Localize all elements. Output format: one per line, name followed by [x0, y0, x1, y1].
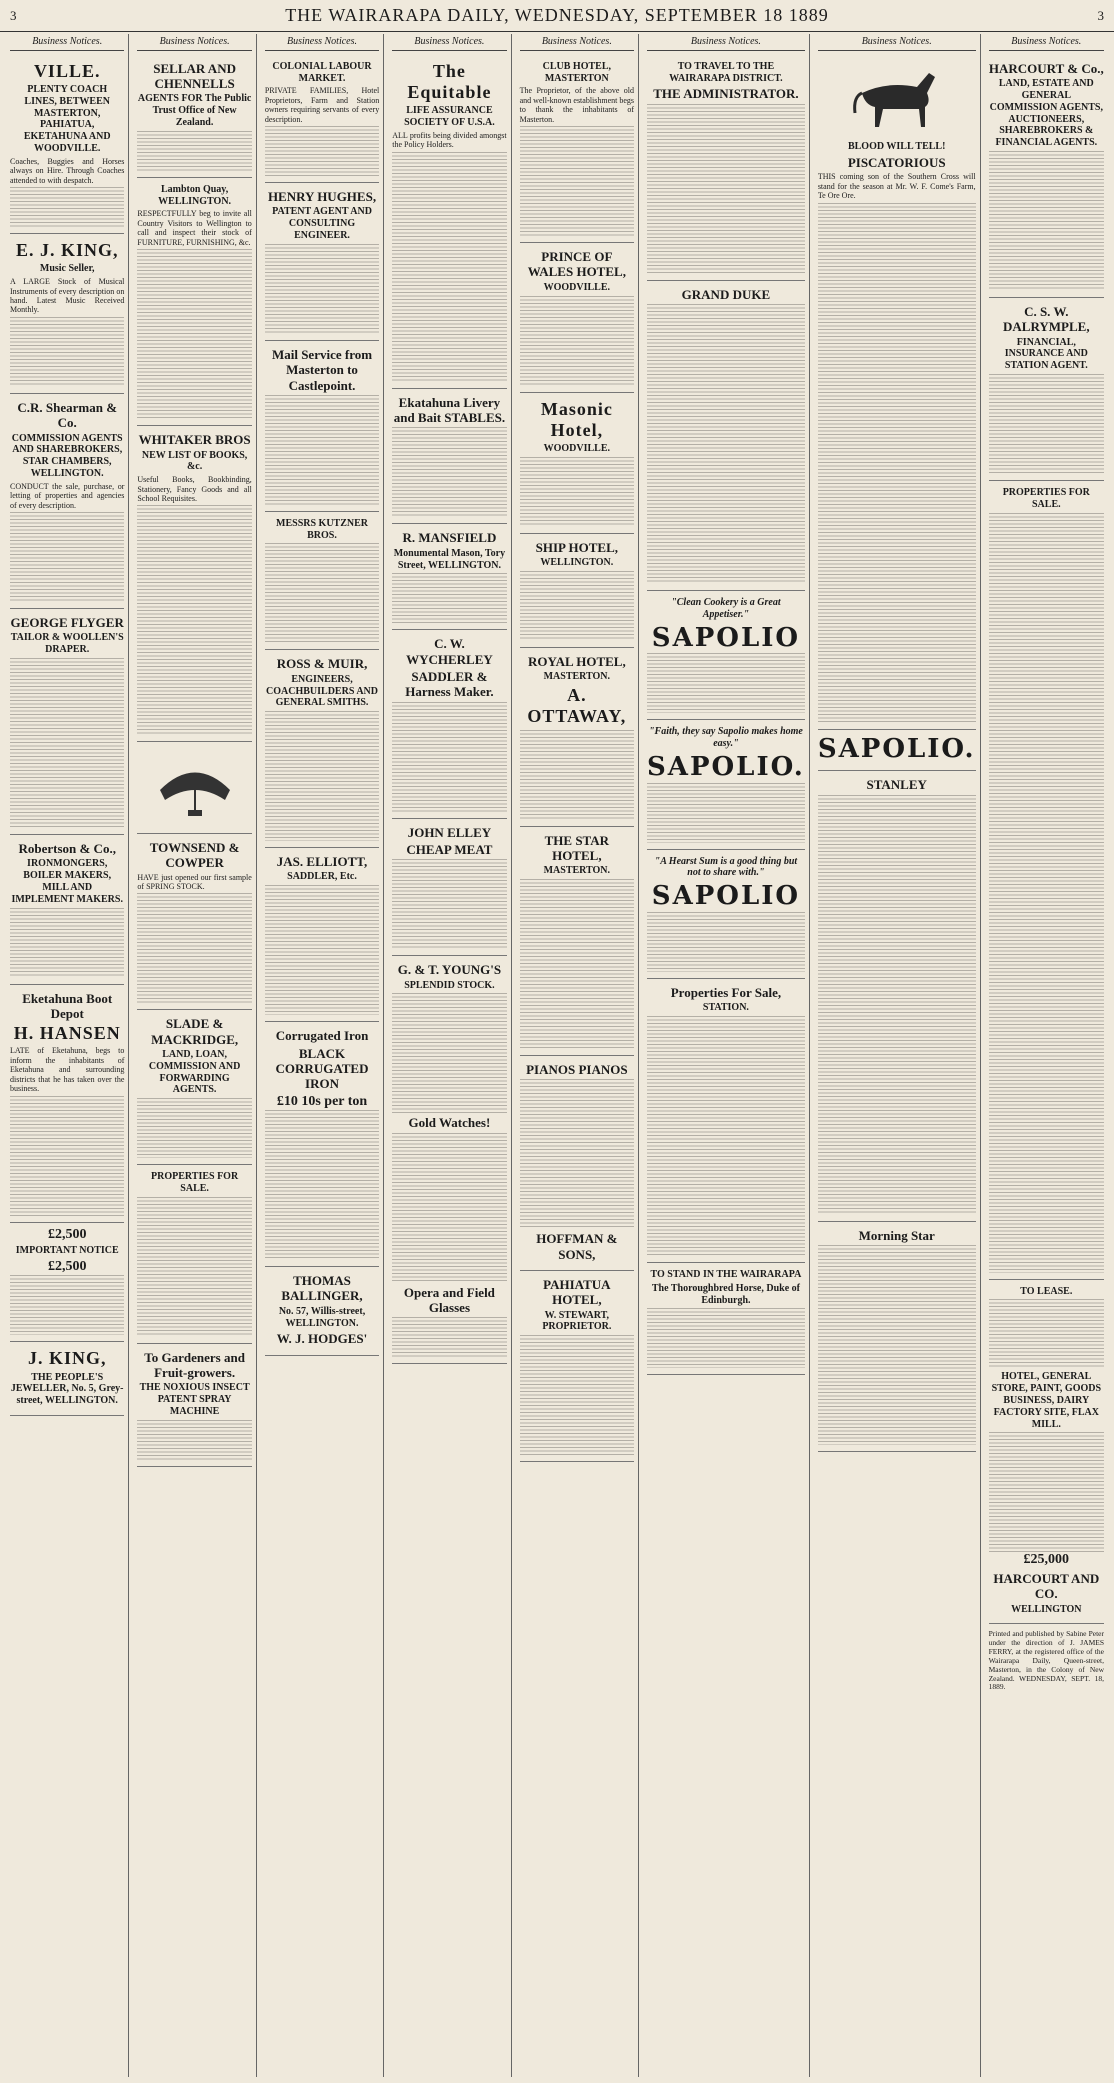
- advert-hughes: [265, 183, 379, 341]
- advert-text-block: [265, 711, 379, 841]
- advert-price: £2,500: [47, 1226, 87, 1242]
- advert-heading: GRAND DUKE: [681, 286, 771, 302]
- advert-text-block: [265, 1110, 379, 1260]
- advert-heading: Masonic Hotel,: [540, 398, 613, 440]
- advert-heading: VILLE.: [33, 60, 101, 81]
- advert-subheading: WOODVILLE.: [543, 443, 611, 455]
- advert-heading-2: BLACK CORRUGATED IRON: [275, 1045, 369, 1092]
- column-header: Business Notices.: [137, 36, 251, 51]
- advert-heading: JOHN ELLEY: [407, 824, 492, 840]
- advert-heading: Robertson & Co.,: [18, 840, 116, 856]
- advert-boot-depot: [10, 985, 124, 1223]
- advert-heading: J. KING,: [27, 1348, 107, 1369]
- advert-sapolio-1: [647, 591, 805, 720]
- advert-heading: BLOOD WILL TELL!: [847, 141, 946, 153]
- column-header: Business Notices.: [647, 36, 805, 51]
- advert-heading: TO STAND IN THE WAIRARAPA: [650, 1268, 802, 1280]
- advert-heading: Mail Service from Masterton to Castlepoint.: [271, 346, 373, 393]
- advert-text-block: [10, 512, 124, 602]
- advert-heading-name: H. HANSEN: [13, 1023, 121, 1044]
- advert-subheading: PATENT AGENT AND CONSULTING ENGINEER.: [272, 206, 372, 242]
- advert-body: CONDUCT the sale, purchase, or letting of properties and agencies of every description.: [10, 481, 125, 510]
- advert-subheading: MASTERTON.: [543, 865, 611, 877]
- column-8: [985, 34, 1108, 2077]
- advert-piscatorious: [818, 55, 976, 730]
- column-header: Business Notices.: [520, 36, 634, 51]
- column-header: Business Notices.: [265, 36, 379, 51]
- advert-subheading: PLENTY COACH LINES, BETWEEN MASTERTON, PAHIATUA, EKETAHUNA AND WOODVILLE.: [23, 84, 111, 155]
- advert-heading: TO TRAVEL TO THE WAIRARAPA DISTRICT.: [669, 60, 783, 84]
- advert-text-block: [989, 374, 1104, 474]
- advert-text-block: [265, 395, 379, 505]
- advert-heading: THOMAS BALLINGER,: [281, 1273, 363, 1304]
- advert-heading: E. J. KING,: [15, 240, 119, 261]
- advert-ship-hotel: [520, 534, 634, 648]
- advert-text-block: [10, 187, 124, 227]
- advert-heading: MESSRS KUTZNER BROS.: [276, 517, 368, 541]
- advert-text-block: [647, 1016, 805, 1256]
- advert-coach-lines: [10, 55, 124, 234]
- advert-jeweller: [10, 1342, 124, 1416]
- advert-text-block: [647, 1308, 805, 1368]
- advert-text-block: [520, 126, 634, 236]
- advert-music-seller: [10, 234, 124, 394]
- advert-subheading: SPLENDID STOCK.: [404, 979, 495, 991]
- advert-heading: HARCOURT & Co.,: [988, 60, 1104, 76]
- advert-livery-stables: [392, 389, 506, 525]
- advert-masonic: [520, 393, 634, 534]
- publisher-imprint: Printed and published by Sabine Peter under the direction of J. JAMES FERRY, at the registered office of the Wairarapa Daily, Queen-street, Masterton, in the Colony of New Zealand. WEDNESDAY, SEPT. 18, 1889.: [988, 1629, 1104, 1692]
- advert-text-block: [647, 783, 805, 843]
- advert-subheading: TAILOR & WOOLLEN'S DRAPER.: [10, 632, 124, 656]
- advert-equitable: [392, 55, 506, 389]
- advert-properties-sale: [989, 481, 1104, 1280]
- advert-elley: [392, 819, 506, 957]
- advert-subheading: No. 57, Willis-street, WELLINGTON.: [278, 1305, 366, 1329]
- advert-heading-watches: Gold Watches!: [408, 1115, 491, 1131]
- advert-text-block: [989, 151, 1104, 291]
- advert-subheading: LAND, ESTATE AND GENERAL COMMISSION AGENTS, AUCTIONEERS, SHAREBROKERS & FINANCIAL AGENTS.: [989, 78, 1103, 149]
- advert-prince-of-wales: [520, 243, 634, 392]
- horse-illustration: [847, 63, 947, 133]
- advert-text-block: [989, 1299, 1104, 1369]
- advert-text-block: [265, 885, 379, 1015]
- advert-body: ALL profits being divided amongst the Policy Holders.: [392, 130, 507, 150]
- column-6: [643, 34, 810, 2077]
- newspaper-title: THE WAIRARAPA DAILY, WEDNESDAY, SEPTEMBER 18 1889: [285, 5, 829, 25]
- advert-subheading: IRONMONGERS, BOILER MAKERS, MILL AND IMPLEMENT MAKERS.: [11, 858, 123, 905]
- advert-heading-hodges: W. J. HODGES': [276, 1331, 368, 1347]
- advert-text-block: [265, 244, 379, 334]
- advert-heading: R. MANSFIELD: [402, 530, 497, 546]
- advert-heading: Morning Star: [858, 1227, 935, 1243]
- sapolio-title: SAPOLIO.: [817, 733, 976, 764]
- advert-text-block: [647, 912, 805, 972]
- column-3: [261, 34, 384, 2077]
- advert-heading: SLADE & MACKRIDGE,: [151, 1016, 239, 1047]
- page-number: 3: [10, 7, 17, 23]
- advert-to-lease: [989, 1280, 1104, 1625]
- advert-subheading: AGENTS FOR The Public Trust Office of New Zealand.: [137, 93, 252, 129]
- advert-text-block: [265, 126, 379, 176]
- advert-subheading: Music Seller,: [39, 263, 95, 275]
- advert-heading: SELLAR AND CHENNELLS: [153, 60, 236, 92]
- advert-price: £25,000: [1023, 1552, 1070, 1568]
- advert-heading: C. W. WYCHERLEY: [406, 636, 493, 667]
- advert-subheading: SADDLER, Etc.: [287, 871, 357, 883]
- advert-heading: ROSS & MUIR,: [276, 656, 368, 672]
- advert-stanley: [818, 771, 976, 1221]
- advert-quote: "Clean Cookery is a Great Appetiser.": [671, 597, 781, 620]
- advert-whitaker: [137, 426, 251, 742]
- advert-hotel-store: HOTEL, GENERAL STORE, PAINT, GOODS BUSINESS, DAIRY FACTORY SITE, FLAX MILL.: [991, 1371, 1102, 1430]
- advert-subheading: PISCATORIOUS: [847, 155, 946, 171]
- advert-footer-town: WELLINGTON: [1011, 1603, 1082, 1615]
- advert-body: RESPECTFULLY beg to invite all Country Visitors to Wellington to call and inspect their stock of FURNITURE, FURNISHING, &c.: [137, 209, 252, 247]
- advert-pahiatua-hotel: [520, 1271, 634, 1462]
- masthead: [0, 0, 1114, 32]
- advert-heading-glasses: Opera and Field Glasses: [403, 1284, 495, 1316]
- advert-text-block: [137, 1420, 251, 1460]
- advert-subheading: THE PEOPLE'S JEWELLER, No. 5, Grey-street, WELLINGTON.: [10, 1371, 124, 1407]
- advert-heading: WHITAKER BROS: [138, 432, 251, 448]
- advert-heading: Lambton Quay, WELLINGTON.: [158, 183, 232, 207]
- advert-text-block: [10, 658, 124, 828]
- page-columns: [6, 34, 1108, 2077]
- advert-subheading: LAND, LOAN, COMMISSION AND FORWARDING AGENTS.: [148, 1049, 241, 1096]
- advert-flyger: [10, 609, 124, 835]
- advert-subheading: ENGINEERS, COACHBUILDERS AND GENERAL SMITHS.: [266, 673, 378, 709]
- advert-text-block: [647, 304, 805, 584]
- sapolio-title: SAPOLIO: [651, 881, 801, 912]
- advert-price: £10 10s per ton: [276, 1093, 368, 1109]
- advert-sapolio-3: [647, 850, 805, 979]
- advert-subheading: CHEAP MEAT: [406, 841, 493, 857]
- advert-subheading: FINANCIAL, INSURANCE AND STATION AGENT.: [1004, 336, 1088, 372]
- advert-club-hotel: [520, 55, 634, 243]
- advert-heading: ROYAL HOTEL,: [527, 653, 626, 669]
- advert-text-block: [10, 908, 124, 978]
- advert-text-block: [392, 152, 506, 382]
- advert-text-block: [520, 296, 634, 386]
- advert-quote: "A Hearst Sum is a good thing but not to share with.": [654, 855, 798, 879]
- advert-heading: C.R. Shearman & Co.: [17, 399, 118, 431]
- advert-mansfield: [392, 524, 506, 630]
- column-1: [6, 34, 129, 2077]
- advert-text-block: [392, 859, 506, 949]
- advert-subheading: WELLINGTON.: [540, 557, 614, 569]
- column-header: Business Notices.: [10, 36, 124, 51]
- advert-heading: Eketahuna Boot Depot: [22, 990, 113, 1021]
- advert-heading: TOWNSEND & COWPER: [149, 839, 240, 871]
- advert-subheading: THE ADMINISTRATOR.: [653, 86, 799, 102]
- column-2: [133, 34, 256, 2077]
- advert-text-block: [989, 513, 1104, 1273]
- advert-body: Useful Books, Bookbinding, Stationery, Fancy Goods and all School Requisites.: [137, 475, 252, 503]
- advert-heading: SHIP HOTEL,: [535, 539, 619, 555]
- advert-text-block: [392, 702, 506, 812]
- advert-saddle-image: [137, 742, 251, 833]
- advert-body: A LARGE Stock of Musical Instruments of every description on hand. Latest Music Received Monthly.: [10, 277, 125, 315]
- advert-sapolio-4: [818, 730, 976, 772]
- advert-subheading: THE NOXIOUS INSECT PATENT SPRAY MACHINE: [139, 1382, 250, 1418]
- advert-text-block: [392, 427, 506, 517]
- advert-text-block: [520, 1335, 634, 1455]
- advert-quote: "Faith, they say Sapolio makes home easy.": [648, 726, 803, 750]
- advert-body: LATE of Eketahuna, begs to inform the inhabitants of Eketahuna and surrounding districts that he has taken over the business.: [10, 1046, 125, 1094]
- advert-heading: TO LEASE.: [1020, 1285, 1073, 1297]
- advert-heading: C. S. W. DALRYMPLE,: [1003, 303, 1090, 335]
- advert-shearman: [10, 394, 124, 609]
- advert-heading: THE STAR HOTEL,: [544, 832, 610, 863]
- advert-heading: G. & T. YOUNG'S: [397, 962, 502, 978]
- advert-mail-service: [265, 341, 379, 512]
- advert-heading: PROPERTIES FOR SALE.: [1002, 486, 1090, 510]
- advert-slade: [137, 1010, 251, 1165]
- advert-text-block-2: [989, 1432, 1104, 1552]
- advert-heading: PRINCE OF WALES HOTEL,: [527, 249, 626, 280]
- advert-heading: PIANOS PIANOS: [526, 1062, 628, 1078]
- advert-heading-hoffman: HOFFMAN & SONS,: [536, 1231, 618, 1262]
- advert-subheading: NEW LIST OF BOOKS, &c.: [141, 449, 248, 473]
- advert-corrugated-iron: [265, 1022, 379, 1267]
- advert-young: [392, 956, 506, 1364]
- advert-station-sale: [647, 979, 805, 1263]
- advert-heading: Properties For Sale,: [670, 984, 782, 1000]
- advert-text-block: [137, 131, 251, 171]
- advert-important-notice: [10, 1223, 124, 1343]
- advert-heading: STANLEY: [866, 777, 927, 793]
- advert-morning-star: [818, 1222, 976, 1452]
- advert-subheading: SADDLER & Harness Maker.: [405, 668, 494, 700]
- column-4: [388, 34, 511, 2077]
- sapolio-title: SAPOLIO.: [647, 751, 805, 782]
- advert-subheading: WOODVILLE.: [543, 281, 611, 293]
- advert-ross-muir: [265, 650, 379, 848]
- advert-body: HAVE just opened our first sample of SPRING STOCK.: [137, 872, 252, 891]
- advert-pianos: [520, 1056, 634, 1271]
- advert-subheading: W. STEWART, PROPRIETOR.: [542, 1309, 612, 1333]
- advert-grand-duke: [647, 281, 805, 591]
- column-header: Business Notices.: [818, 36, 976, 51]
- advert-sellar-chennells: [137, 55, 251, 178]
- advert-text-block: [392, 993, 506, 1113]
- advert-text-block: [10, 1096, 124, 1216]
- advert-subheading: IMPORTANT NOTICE: [15, 1245, 119, 1257]
- advert-text-block-3: [392, 1317, 506, 1357]
- advert-harcourt: [989, 55, 1104, 298]
- advert-text-block: [818, 203, 976, 723]
- advert-text-block: [647, 653, 805, 713]
- advert-heading: CLUB HOTEL, MASTERTON: [542, 60, 611, 84]
- advert-heading: PAHIATUA HOTEL,: [543, 1277, 611, 1308]
- advert-subheading: STATION.: [702, 1002, 749, 1014]
- advert-text-block: [10, 1275, 124, 1335]
- advert-text-block: [265, 543, 379, 643]
- column-5: [516, 34, 639, 2077]
- advert-body: Coaches, Buggies and Horses always on Hire. Through Coaches attended to with despatch.: [10, 156, 125, 185]
- advert-heading: Ekatahuna Livery and Bait STABLES.: [393, 394, 506, 426]
- advert-text-block: [818, 795, 976, 1215]
- advert-elliott: [265, 848, 379, 1022]
- advert-text-block: [520, 730, 634, 820]
- advert-heading: PROPERTIES FOR SALE.: [151, 1171, 239, 1195]
- saddle-illustration: [150, 750, 240, 820]
- advert-text-block: [520, 1079, 634, 1229]
- advert-sapolio-2: [647, 720, 805, 849]
- advert-star-hotel: [520, 827, 634, 1056]
- advert-heading: Corrugated Iron: [275, 1028, 369, 1044]
- advert-heading: HENRY HUGHES,: [267, 189, 377, 205]
- advert-text-block-2: [392, 1133, 506, 1283]
- sapolio-title: SAPOLIO: [651, 622, 801, 653]
- column-7: [814, 34, 981, 2077]
- advert-wycherley: [392, 630, 506, 818]
- advert-subheading: COMMISSION AGENTS AND SHAREBROKERS, STAR CHAMBERS, WELLINGTON.: [11, 432, 123, 479]
- advert-heading: GEORGE FLYGER: [10, 615, 124, 631]
- advert-body: The Proprietor, of the above old and well-known establishment begs to thank the inhabitants of Masterton.: [519, 86, 635, 124]
- column-header: Business Notices.: [392, 36, 506, 51]
- advert-body: PRIVATE FAMILIES, Hotel Proprietors, Farm and Station owners requiring servants of every description.: [264, 86, 380, 124]
- advert-heading: JAS. ELLIOTT,: [276, 854, 368, 870]
- advert-subheading: Monumental Mason, Tory Street, WELLINGTON.: [393, 547, 506, 571]
- advert-text-block: [137, 1098, 251, 1158]
- advert-properties: [137, 1165, 251, 1344]
- advert-subheading: MASTERTON.: [543, 671, 611, 683]
- advert-heading: COLONIAL LABOUR MARKET.: [272, 60, 372, 84]
- advert-price-2: £2,500: [47, 1258, 87, 1274]
- advert-heading: To Gardeners and Fruit-growers.: [144, 1349, 245, 1381]
- advert-townsend: [137, 834, 251, 1011]
- advert-heading: The Equitable: [407, 60, 492, 103]
- advert-administrator: [647, 55, 805, 281]
- advert-text-block: [818, 1245, 976, 1445]
- advert-footer-name: HARCOURT AND CO.: [993, 1570, 1100, 1602]
- advert-text-block: [137, 249, 251, 419]
- advert-text-block: [137, 893, 251, 1003]
- column-header: Business Notices.: [989, 36, 1104, 51]
- advert-ballinger: [265, 1267, 379, 1356]
- advert-body: THIS coming son of the Southern Cross will stand for the season at Mr. W. F. Come's Farm, Te Ore Ore.: [817, 172, 976, 201]
- advert-text-block: [392, 573, 506, 623]
- advert-text-block: [520, 571, 634, 641]
- advert-text-block: [647, 104, 805, 274]
- advert-royal-hotel: [520, 648, 634, 827]
- advert-text-block: [520, 879, 634, 1049]
- advert-text-block: [137, 1197, 251, 1337]
- advert-labour-market: [265, 55, 379, 183]
- page-number-right: 3: [1097, 7, 1104, 23]
- advert-furniture: [137, 178, 251, 426]
- advert-subheading: The Thoroughbred Horse, Duke of Edinburgh.: [651, 1282, 800, 1306]
- advert-duke-edinburgh: [647, 1263, 805, 1375]
- advert-text-block: [520, 457, 634, 527]
- advert-dalrymple: [989, 298, 1104, 481]
- advert-text-block: [137, 505, 251, 735]
- advert-spray-machine: [137, 1344, 251, 1467]
- advert-robertson: [10, 835, 124, 985]
- advert-proprietor: A. OTTAWAY,: [527, 685, 627, 727]
- advert-kutzner: [265, 512, 379, 651]
- advert-subheading: LIFE ASSURANCE SOCIETY OF U.S.A.: [404, 105, 495, 129]
- advert-text-block: [10, 317, 124, 387]
